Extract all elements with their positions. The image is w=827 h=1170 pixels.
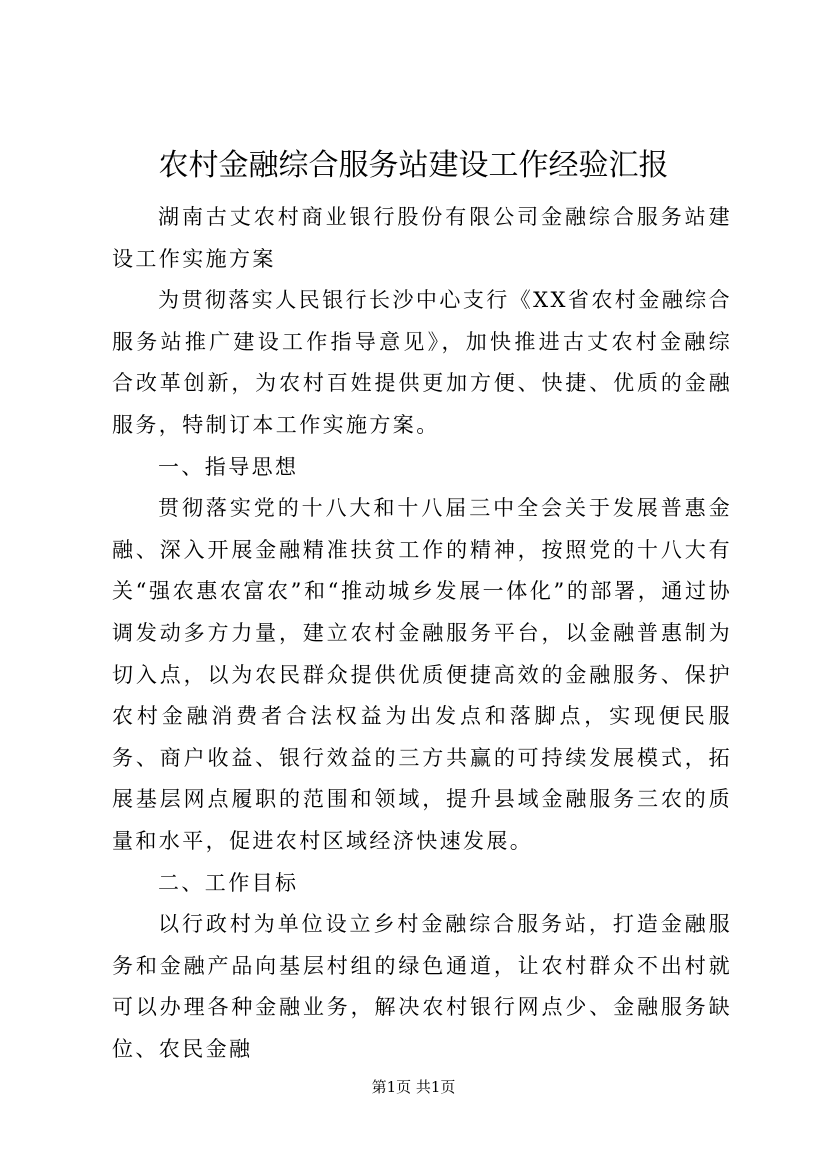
paragraph-subtitle: 湖南古丈农村商业银行股份有限公司金融综合服务站建设工作实施方案 xyxy=(112,205,732,271)
paragraph-guiding-ideology: 贯彻落实党的十八大和十八届三中全会关于发展普惠金融、深入开展金融精准扶贫工作的精神，按照党的十八大有关“强农惠农富农”和“推动城乡发展一体化”的部署，通过协调发动多方力量，建立农村金融服务平台，以金融普惠制为切入点，以为农民群众提供优质便捷高效的金融服务、保护农村金融消费者合法权益为出发点和落脚点，实现便民服务、商户收益、银行效益的三方共赢的可持续发展模式，拓展基层网点履职的范围和领域，提升县域金融服务三农的质量和水平，促进农村区域经济快速发展。 xyxy=(112,496,732,853)
document-title: 农村金融综合服务站建设工作经验汇报 xyxy=(158,148,669,183)
section-heading-guiding-ideology: 一、指导思想 xyxy=(158,454,299,479)
paragraph-intro: 为贯彻落实人民银行长沙中心支行《XX省农村金融综合服务站推广建设工作指导意见》，加快推进古丈农村金融综合改革创新，为农村百姓提供更加方便、快捷、优质的金融服务，特制订本工作实施方案。 xyxy=(112,288,732,437)
paragraph-work-goals: 以行政村为单位设立乡村金融综合服务站，打造金融服务和金融产品向基层村组的绿色通道，让农村群众不出村就可以办理各种金融业务，解决农村银行网点少、金融服务缺位、农民金融 xyxy=(112,912,732,1061)
document-body xyxy=(112,197,732,1070)
section-heading-work-goals: 二、工作目标 xyxy=(158,870,299,895)
page-number-footer: 第1页 共1页 xyxy=(371,1078,456,1096)
